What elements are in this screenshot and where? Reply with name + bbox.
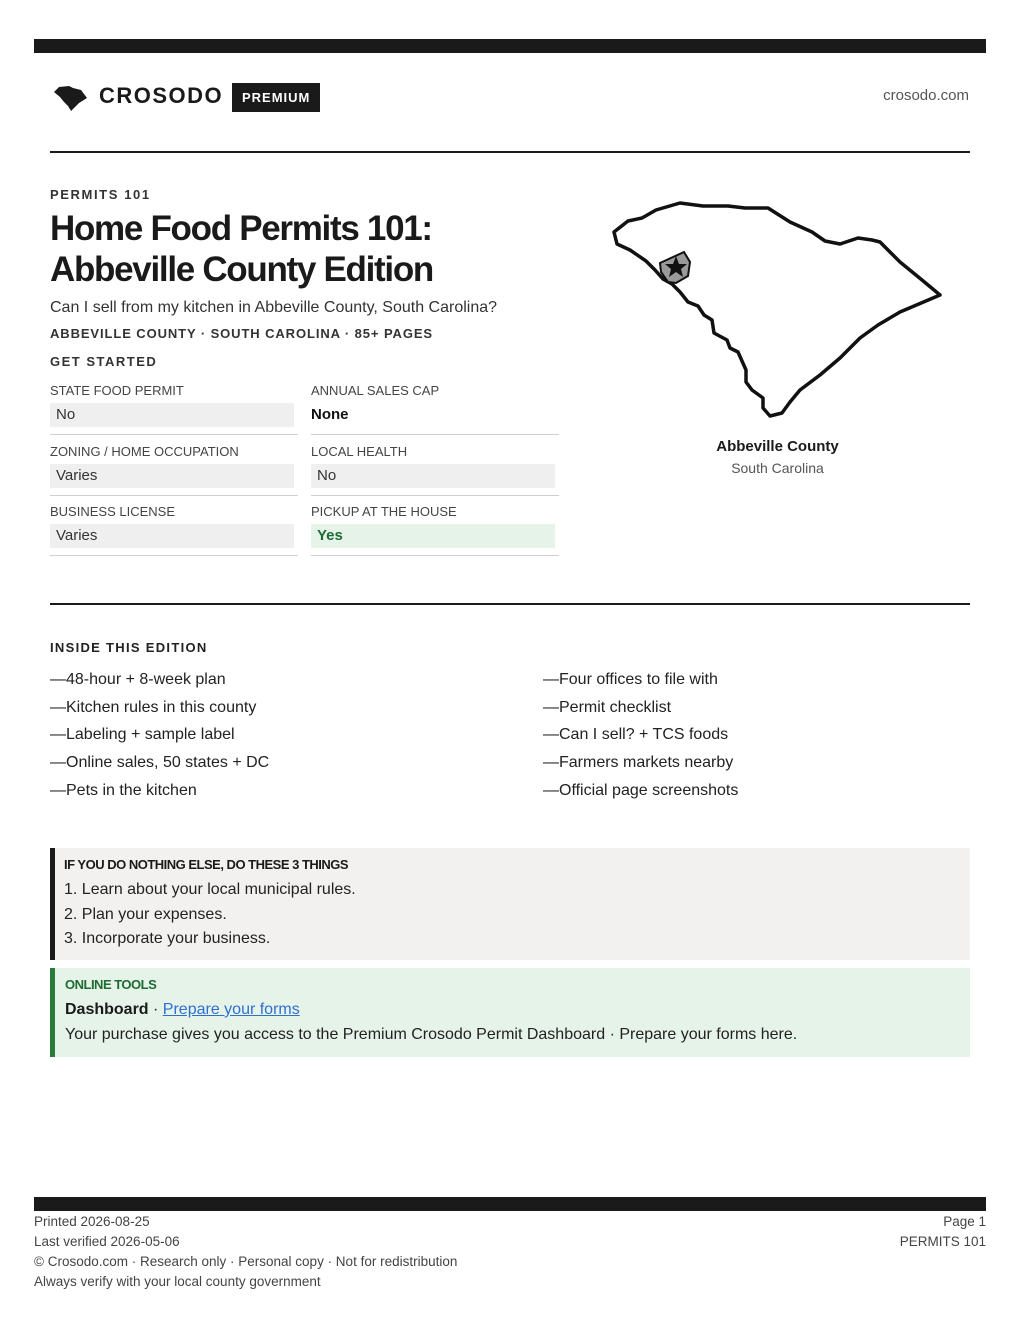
fact-label: STATE FOOD PERMIT bbox=[50, 383, 184, 398]
list-item: —48-hour + 8-week plan bbox=[50, 671, 226, 688]
header bbox=[50, 80, 970, 114]
fact-value: Varies bbox=[50, 464, 294, 488]
separator: · bbox=[148, 1001, 163, 1018]
top-bar bbox=[34, 39, 986, 53]
list-item: —Can I sell? + TCS foods bbox=[543, 726, 729, 744]
online-tools-box bbox=[50, 968, 970, 1057]
three-things-callout bbox=[50, 848, 970, 960]
footer-bar bbox=[34, 1197, 986, 1211]
fact-business-license bbox=[50, 504, 298, 556]
subtitle-question: Can I sell from my kitchen in Abbeville County, South Carolina? bbox=[50, 299, 498, 316]
fact-label: PICKUP AT THE HOUSE bbox=[311, 504, 457, 519]
south-carolina-map-icon bbox=[600, 195, 950, 425]
fact-local-health bbox=[311, 444, 559, 496]
fact-label: LOCAL HEALTH bbox=[311, 444, 408, 459]
list-item: —Permit checklist bbox=[543, 698, 672, 716]
footer-left bbox=[34, 1212, 457, 1292]
brand-name: CROSODO bbox=[99, 83, 224, 108]
list-item: —Online sales, 50 states + DC bbox=[50, 754, 270, 772]
section-divider bbox=[50, 603, 970, 605]
list-item: 2. Plan your expenses. bbox=[64, 905, 227, 923]
map-state-name: South Carolina bbox=[731, 460, 824, 476]
printed-date: Printed 2026-08-25 bbox=[34, 1214, 150, 1229]
inside-edition-heading: INSIDE THIS EDITION bbox=[50, 640, 208, 655]
fact-label: ZONING / HOME OCCUPATION bbox=[50, 444, 239, 459]
verified-date: Last verified 2026-05-06 bbox=[34, 1234, 180, 1249]
title-line-2: Abbeville County Edition bbox=[50, 250, 433, 289]
prepare-forms-link[interactable]: Prepare your forms bbox=[162, 1001, 300, 1018]
fact-value: None bbox=[311, 406, 349, 423]
get-started-heading: GET STARTED bbox=[50, 354, 158, 369]
footer-section: PERMITS 101 bbox=[899, 1234, 986, 1249]
map-county-name: Abbeville County bbox=[716, 438, 839, 455]
edition-meta: ABBEVILLE COUNTY · SOUTH CAROLINA · 85+ PAGES bbox=[50, 326, 433, 341]
verify-notice: Always verify with your local county government bbox=[34, 1274, 321, 1289]
contents-list-right bbox=[543, 666, 738, 805]
dashboard-label: Dashboard bbox=[65, 1001, 149, 1018]
list-item: —Pets in the kitchen bbox=[50, 781, 197, 799]
list-item: —Farmers markets nearby bbox=[543, 754, 734, 772]
callout-list bbox=[64, 878, 356, 952]
page-title bbox=[50, 208, 590, 290]
site-url[interactable]: crosodo.com bbox=[883, 87, 969, 104]
fact-value: No bbox=[311, 464, 555, 488]
south-carolina-state-icon bbox=[52, 84, 88, 112]
list-item: —Official page screenshots bbox=[543, 781, 739, 799]
tools-links-line bbox=[65, 1001, 300, 1019]
tools-title: ONLINE TOOLS bbox=[65, 977, 157, 992]
callout-title: IF YOU DO NOTHING ELSE, DO THESE 3 THINGS bbox=[64, 857, 349, 872]
fact-value: Varies bbox=[50, 524, 294, 548]
page-number: Page 1 bbox=[943, 1214, 986, 1229]
list-item: 1. Learn about your local municipal rules. bbox=[64, 881, 356, 898]
fact-value: Yes bbox=[311, 524, 555, 548]
contents-list-left bbox=[50, 666, 269, 805]
fact-annual-sales-cap bbox=[311, 383, 559, 435]
copyright-notice: © Crosodo.com · Research only · Personal copy · Not for redistribution bbox=[34, 1254, 458, 1269]
header-divider bbox=[50, 151, 970, 153]
fact-state-food-permit bbox=[50, 383, 298, 435]
fact-pickup bbox=[311, 504, 559, 556]
fact-zoning bbox=[50, 444, 298, 496]
title-line-1: Home Food Permits 101: bbox=[50, 209, 432, 248]
fact-label: BUSINESS LICENSE bbox=[50, 504, 175, 519]
fact-label: ANNUAL SALES CAP bbox=[311, 383, 440, 398]
fact-value: No bbox=[50, 403, 294, 427]
footer-right bbox=[900, 1212, 986, 1252]
list-item: —Kitchen rules in this county bbox=[50, 698, 257, 716]
list-item: 3. Incorporate your business. bbox=[64, 930, 271, 947]
list-item: —Labeling + sample label bbox=[50, 726, 235, 744]
tools-description: Your purchase gives you access to the Premium Crosodo Permit Dashboard · Prepare your forms here. bbox=[65, 1026, 798, 1043]
section-kicker: PERMITS 101 bbox=[50, 187, 151, 202]
premium-badge: PREMIUM bbox=[232, 83, 320, 112]
list-item: —Four offices to file with bbox=[543, 671, 718, 688]
